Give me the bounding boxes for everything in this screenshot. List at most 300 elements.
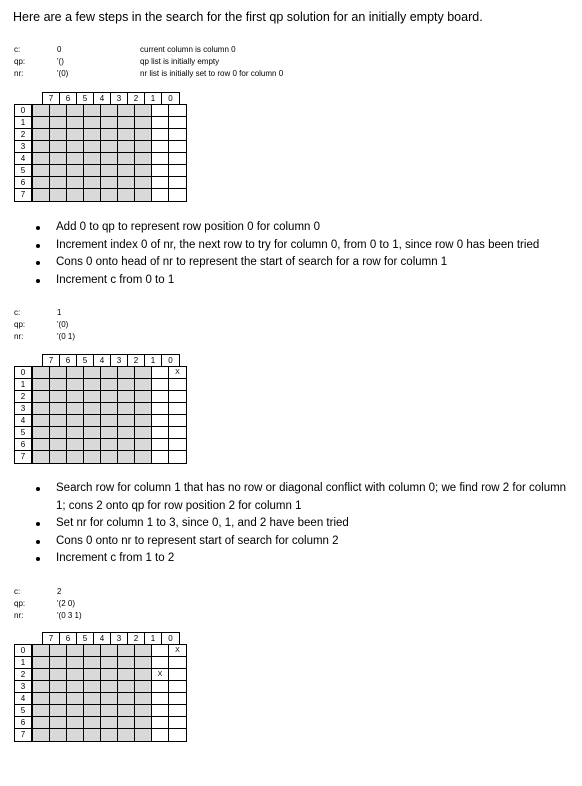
board-cell (118, 657, 135, 669)
board-cell (84, 177, 101, 189)
board-cell (169, 415, 186, 427)
board-cell (152, 681, 169, 693)
row-label: 4 (15, 693, 31, 705)
board-cell (152, 657, 169, 669)
bullet-item: Cons 0 onto head of nr to represent the start of search for a row for column 1 (33, 254, 576, 272)
c-value: 1 (57, 308, 62, 317)
board-cell (33, 367, 50, 379)
board-cell (50, 729, 67, 741)
board-cell (152, 415, 169, 427)
board-cell (33, 403, 50, 415)
board-cell (118, 153, 135, 165)
board-cell (169, 729, 186, 741)
c-label: c: (14, 587, 21, 596)
board-cell (50, 657, 67, 669)
board-cell (67, 141, 84, 153)
board-cell (67, 391, 84, 403)
c-label: c: (14, 45, 21, 54)
board-cell (169, 379, 186, 391)
board-cell (67, 379, 84, 391)
board-cell (101, 391, 118, 403)
column-label: 5 (77, 355, 94, 367)
row-label: 3 (15, 141, 31, 153)
board-cell (118, 729, 135, 741)
board-cell (33, 177, 50, 189)
row-header (14, 104, 32, 202)
row-label: 0 (15, 645, 31, 657)
nr-label: nr: (14, 332, 24, 341)
board-cell (135, 645, 152, 657)
board-cell (67, 681, 84, 693)
board-cell (33, 439, 50, 451)
column-label: 4 (94, 633, 111, 645)
board-cell (67, 403, 84, 415)
board-cell (84, 403, 101, 415)
board-cell (33, 657, 50, 669)
board-cell (67, 165, 84, 177)
qp-value: '(0) (57, 320, 69, 329)
board-cell (84, 681, 101, 693)
board-cell (118, 117, 135, 129)
board-cell (152, 693, 169, 705)
row-label: 5 (15, 427, 31, 439)
board-cell (33, 705, 50, 717)
board-cell (50, 439, 67, 451)
board-cell (84, 717, 101, 729)
board-cell (33, 681, 50, 693)
board-cell (135, 415, 152, 427)
board-cell (101, 367, 118, 379)
board-cell (169, 391, 186, 403)
column-label: 3 (111, 633, 128, 645)
board-cell (101, 729, 118, 741)
board-cell (169, 165, 186, 177)
row-label: 2 (15, 391, 31, 403)
board-cell (118, 451, 135, 463)
board-cell (152, 117, 169, 129)
row-label: 3 (15, 681, 31, 693)
column-label: 6 (60, 355, 77, 367)
board-cell (84, 645, 101, 657)
board-cell (152, 427, 169, 439)
board-cell (169, 117, 186, 129)
board-grid (32, 366, 187, 464)
board-cell (101, 189, 118, 201)
board-cell (33, 117, 50, 129)
board-cell (67, 717, 84, 729)
board-cell (101, 403, 118, 415)
board-cell (67, 657, 84, 669)
board-cell (101, 129, 118, 141)
board-cell (101, 105, 118, 117)
board-cell (84, 189, 101, 201)
row-label: 5 (15, 165, 31, 177)
board-cell (50, 403, 67, 415)
board-cell (169, 177, 186, 189)
board-cell (169, 451, 186, 463)
board-cell (101, 153, 118, 165)
board-cell (118, 427, 135, 439)
board-cell (101, 439, 118, 451)
board-cell (118, 367, 135, 379)
bullet-item: Set nr for column 1 to 3, since 0, 1, and 2 have been tried (33, 515, 576, 533)
board-cell (84, 105, 101, 117)
board-cell (169, 693, 186, 705)
row-label: 7 (20, 730, 26, 739)
board-cell (67, 367, 84, 379)
row-label: 1 (15, 379, 31, 391)
board-cell (169, 657, 186, 669)
board-cell (33, 105, 50, 117)
row-label: 6 (15, 717, 31, 729)
board-cell (50, 367, 67, 379)
board-cell (67, 153, 84, 165)
row-label: 0 (15, 367, 31, 379)
board-cell (33, 141, 50, 153)
board-cell (152, 105, 169, 117)
column-label: 1 (145, 93, 162, 105)
board-cell (169, 439, 186, 451)
column-label: 0 (168, 634, 173, 643)
board-cell (152, 189, 169, 201)
board-cell (152, 391, 169, 403)
board-cell (84, 657, 101, 669)
board-cell (118, 129, 135, 141)
row-label: 2 (15, 669, 31, 681)
board-cell (135, 367, 152, 379)
board-cell (84, 391, 101, 403)
board-cell (33, 717, 50, 729)
row-label: 7 (20, 452, 26, 461)
qp-value: '(2 0) (57, 599, 75, 608)
column-label: 5 (77, 93, 94, 105)
board-cell (50, 129, 67, 141)
board-cell (50, 669, 67, 681)
board-cell (101, 717, 118, 729)
board-cell (152, 141, 169, 153)
board-cell (118, 669, 135, 681)
qp-label: qp: (14, 599, 26, 608)
column-label: 4 (94, 93, 111, 105)
row-header (14, 366, 32, 464)
board-cell (135, 153, 152, 165)
bullet-item: Cons 0 onto nr to represent start of search for column 2 (33, 533, 576, 551)
row-label: 7 (20, 190, 26, 199)
board-cell (50, 141, 67, 153)
board-cell (84, 705, 101, 717)
board-cell (135, 165, 152, 177)
board-cell (50, 645, 67, 657)
board-cell (135, 729, 152, 741)
board-cell (50, 177, 67, 189)
board-cell (101, 669, 118, 681)
board-cell (33, 129, 50, 141)
board-cell (84, 669, 101, 681)
column-label: 0 (168, 94, 173, 103)
row-label: 0 (15, 105, 31, 117)
c-label: c: (14, 308, 21, 317)
board-cell (84, 729, 101, 741)
board-cell (67, 427, 84, 439)
row-label: 5 (15, 705, 31, 717)
nr-value: '(0 3 1) (57, 611, 82, 620)
board-cell (101, 693, 118, 705)
row-label: 6 (15, 177, 31, 189)
board-cell (33, 645, 50, 657)
board-cell (152, 705, 169, 717)
board-cell (118, 177, 135, 189)
bullet-item: Increment c from 0 to 1 (33, 272, 576, 290)
board-cell (169, 669, 186, 681)
board-cell (169, 141, 186, 153)
board-cell (33, 427, 50, 439)
board-cell (67, 129, 84, 141)
board-cell (50, 427, 67, 439)
board-cell (101, 141, 118, 153)
board-cell (118, 141, 135, 153)
board-cell (50, 165, 67, 177)
board-cell (84, 693, 101, 705)
qp-note: qp list is initially empty (140, 57, 220, 66)
board-cell (152, 451, 169, 463)
queen-mark: X (169, 367, 186, 379)
board-cell (135, 141, 152, 153)
board-cell (118, 391, 135, 403)
board-cell (135, 451, 152, 463)
column-label: 7 (43, 355, 60, 367)
step2-bullets (33, 480, 576, 568)
row-label: 2 (15, 129, 31, 141)
board-cell (84, 439, 101, 451)
board-cell (135, 717, 152, 729)
board-cell (118, 105, 135, 117)
board-cell (33, 189, 50, 201)
board-cell (169, 427, 186, 439)
board-cell (152, 729, 169, 741)
board-cell (135, 439, 152, 451)
board-cell (169, 705, 186, 717)
board-cell (135, 669, 152, 681)
board-cell (67, 669, 84, 681)
board-cell (50, 415, 67, 427)
board-cell (101, 705, 118, 717)
board-cell (101, 451, 118, 463)
board-cell (50, 189, 67, 201)
column-label: 7 (43, 633, 60, 645)
step1-bullets (33, 219, 576, 289)
board-cell (84, 379, 101, 391)
bullet-item: Increment c from 1 to 2 (33, 550, 576, 568)
nr-label: nr: (14, 69, 24, 78)
board-cell (101, 657, 118, 669)
board-cell (67, 415, 84, 427)
row-label: 4 (15, 153, 31, 165)
board-cell (118, 165, 135, 177)
board-cell (50, 717, 67, 729)
board-cell (84, 451, 101, 463)
nr-value: '(0 1) (57, 332, 75, 341)
board-cell (118, 717, 135, 729)
column-label: 3 (111, 355, 128, 367)
nr-note: nr list is initially set to row 0 for column 0 (140, 69, 284, 78)
board-cell (135, 177, 152, 189)
board-cell (135, 129, 152, 141)
board-cell (118, 681, 135, 693)
board-cell (152, 717, 169, 729)
board-cell (135, 189, 152, 201)
board-cell (67, 693, 84, 705)
board-cell (67, 645, 84, 657)
board-cell (169, 153, 186, 165)
board-cell (33, 669, 50, 681)
column-label: 2 (128, 93, 145, 105)
board-cell (67, 451, 84, 463)
board-cell (152, 153, 169, 165)
board-cell (135, 379, 152, 391)
board-cell (50, 693, 67, 705)
board-cell (67, 117, 84, 129)
queen-mark: X (152, 669, 169, 681)
column-label: 3 (111, 93, 128, 105)
board-cell (84, 129, 101, 141)
board-cell (84, 153, 101, 165)
row-label: 3 (15, 403, 31, 415)
board-cell (118, 645, 135, 657)
board-cell (152, 403, 169, 415)
column-label: 7 (43, 93, 60, 105)
board-cell (33, 165, 50, 177)
board-cell (101, 415, 118, 427)
board-cell (135, 117, 152, 129)
column-label: 4 (94, 355, 111, 367)
board-grid (32, 644, 187, 742)
board-cell (118, 693, 135, 705)
board-cell (135, 427, 152, 439)
board-cell (50, 117, 67, 129)
board-cell (84, 117, 101, 129)
qp-label: qp: (14, 57, 26, 66)
c-value: 0 (57, 45, 62, 54)
queen-mark: X (169, 645, 186, 657)
board-cell (33, 153, 50, 165)
board-cell (101, 117, 118, 129)
row-label: 1 (15, 117, 31, 129)
nr-value: '(0) (57, 69, 69, 78)
board-cell (152, 177, 169, 189)
board-cell (152, 129, 169, 141)
board-cell (135, 681, 152, 693)
board-cell (152, 367, 169, 379)
board-cell (101, 165, 118, 177)
board-cell (50, 681, 67, 693)
board-cell (50, 153, 67, 165)
board-grid (32, 104, 187, 202)
board-cell (169, 129, 186, 141)
board-cell (101, 681, 118, 693)
board-cell (118, 379, 135, 391)
row-label: 1 (15, 657, 31, 669)
board-cell (118, 439, 135, 451)
row-label: 6 (15, 439, 31, 451)
row-label: 4 (15, 415, 31, 427)
board-cell (67, 189, 84, 201)
bullet-item: Increment index 0 of nr, the next row to try for column 0, from 0 to 1, since row 0 has been tried (33, 237, 576, 255)
board-cell (135, 705, 152, 717)
intro-text: Here are a few steps in the search for the first qp solution for an initially empty board. (13, 10, 483, 24)
board-cell (169, 189, 186, 201)
board-cell (135, 693, 152, 705)
column-label: 6 (60, 93, 77, 105)
board-cell (33, 379, 50, 391)
board-cell (101, 427, 118, 439)
c-note: current column is column 0 (140, 45, 236, 54)
board-cell (50, 391, 67, 403)
board-cell (169, 717, 186, 729)
column-label: 2 (128, 355, 145, 367)
column-label: 0 (168, 356, 173, 365)
bullet-item: Add 0 to qp to represent row position 0 for column 0 (33, 219, 576, 237)
board-cell (152, 645, 169, 657)
board-cell (101, 645, 118, 657)
board-cell (84, 165, 101, 177)
board-cell (152, 379, 169, 391)
board-cell (67, 439, 84, 451)
board-cell (84, 415, 101, 427)
board-cell (101, 379, 118, 391)
board-cell (118, 415, 135, 427)
board-cell (67, 705, 84, 717)
board-cell (67, 105, 84, 117)
column-label: 1 (145, 355, 162, 367)
row-header (14, 644, 32, 742)
board-cell (50, 705, 67, 717)
board-cell (135, 391, 152, 403)
board-cell (33, 451, 50, 463)
c-value: 2 (57, 587, 62, 596)
board-cell (33, 729, 50, 741)
board-cell (67, 177, 84, 189)
board-cell (33, 693, 50, 705)
board-cell (169, 681, 186, 693)
column-label: 5 (77, 633, 94, 645)
bullet-item: Search row for column 1 that has no row or diagonal conflict with column 0; we find row 2 for column 1; cons 2 onto qp for row position 2 for column 1 (33, 480, 576, 515)
board-cell (135, 657, 152, 669)
board-cell (118, 705, 135, 717)
board-cell (33, 415, 50, 427)
board-cell (67, 729, 84, 741)
qp-label: qp: (14, 320, 26, 329)
board-cell (84, 427, 101, 439)
board-cell (135, 403, 152, 415)
board-cell (169, 403, 186, 415)
column-label: 6 (60, 633, 77, 645)
board-cell (33, 391, 50, 403)
column-label: 1 (145, 633, 162, 645)
board-cell (84, 141, 101, 153)
board-cell (118, 403, 135, 415)
board-cell (118, 189, 135, 201)
board-cell (135, 105, 152, 117)
board-cell (84, 367, 101, 379)
nr-label: nr: (14, 611, 24, 620)
board-cell (50, 379, 67, 391)
board-cell (169, 105, 186, 117)
board-cell (152, 439, 169, 451)
board-cell (101, 177, 118, 189)
board-cell (152, 165, 169, 177)
board-cell (50, 105, 67, 117)
board-cell (50, 451, 67, 463)
